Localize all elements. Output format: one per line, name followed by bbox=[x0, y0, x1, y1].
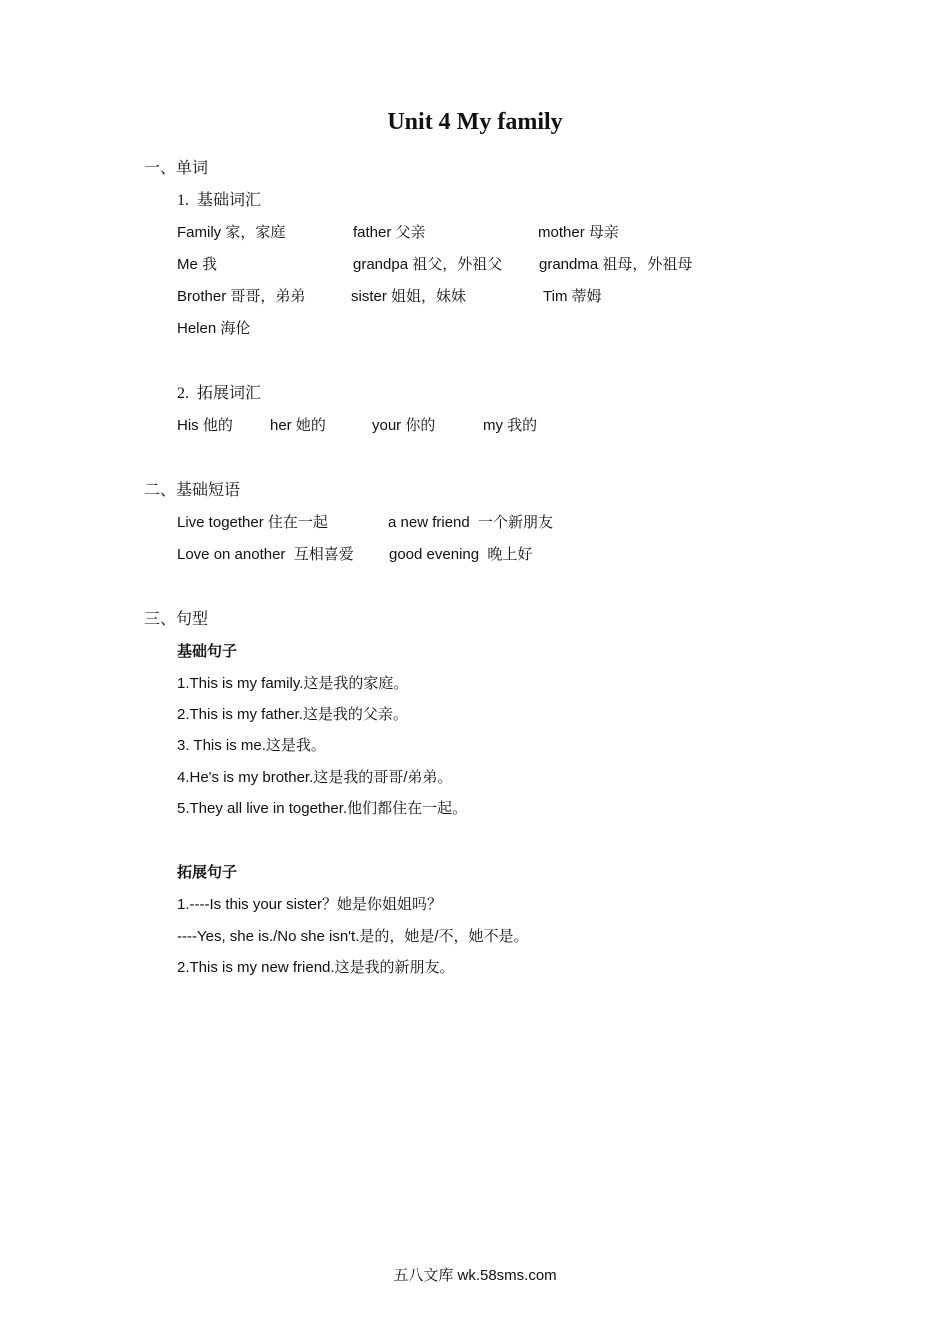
section-heading-words: 一、单词 bbox=[144, 160, 209, 177]
vocab-item: grandpa 祖父，外祖父 bbox=[353, 256, 503, 273]
sentence-item: 1.This is my family.这是我的家庭。 bbox=[177, 675, 409, 692]
vocab-item: Tim 蒂姆 bbox=[543, 288, 602, 305]
vocab-item: father 父亲 bbox=[353, 224, 426, 241]
sentence-item: 3. This is me.这是我。 bbox=[177, 737, 326, 754]
vocab-item: Brother 哥哥，弟弟 bbox=[177, 288, 306, 305]
vocab-item: Me 我 bbox=[177, 256, 218, 273]
phrase-item: a new friend 一个新朋友 bbox=[388, 514, 554, 531]
ext-vocab-item: your 你的 bbox=[372, 417, 436, 434]
subheading-extended-vocab: 2. 拓展词汇 bbox=[177, 385, 262, 402]
sentence-item: 5.They all live in together.他们都住在一起。 bbox=[177, 800, 468, 817]
phrase-item: good evening 晚上好 bbox=[389, 546, 533, 563]
vocab-item: Family 家，家庭 bbox=[177, 224, 286, 241]
section-heading-phrases: 二、基础短语 bbox=[144, 482, 241, 499]
sentence-item: 2.This is my father.这是我的父亲。 bbox=[177, 706, 408, 723]
ext-vocab-item: my 我的 bbox=[483, 417, 538, 434]
phrase-item: Love on another 互相喜爱 bbox=[177, 546, 354, 563]
vocab-item: grandma 祖母，外祖母 bbox=[539, 256, 693, 273]
sentence-item: 1.----Is this your sister？她是你姐姐吗？ bbox=[177, 896, 443, 913]
basic-sentences-title: 基础句子 bbox=[177, 643, 238, 660]
footer-watermark: 五八文库 wk.58sms.com bbox=[393, 1267, 557, 1284]
ext-vocab-item: her 她的 bbox=[270, 417, 326, 434]
sentence-item: 4.He's is my brother.这是我的哥哥/弟弟。 bbox=[177, 769, 453, 786]
page-title: Unit 4 My family bbox=[387, 109, 563, 135]
sentence-item: 2.This is my new friend.这是我的新朋友。 bbox=[177, 959, 455, 976]
subheading-basic-vocab: 1. 基础词汇 bbox=[177, 192, 262, 209]
sentence-item: ----Yes, she is./No she isn't.是的，她是/不，她不是。 bbox=[177, 928, 529, 945]
vocab-item: mother 母亲 bbox=[538, 224, 619, 241]
phrase-item: Live together 住在一起 bbox=[177, 514, 328, 531]
vocab-item: sister 姐姐，妹妹 bbox=[351, 288, 467, 305]
ext-vocab-item: His 他的 bbox=[177, 417, 233, 434]
extended-sentences-title: 拓展句子 bbox=[177, 864, 238, 881]
vocab-item: Helen 海伦 bbox=[177, 320, 251, 337]
section-heading-sentences: 三、句型 bbox=[144, 611, 209, 628]
